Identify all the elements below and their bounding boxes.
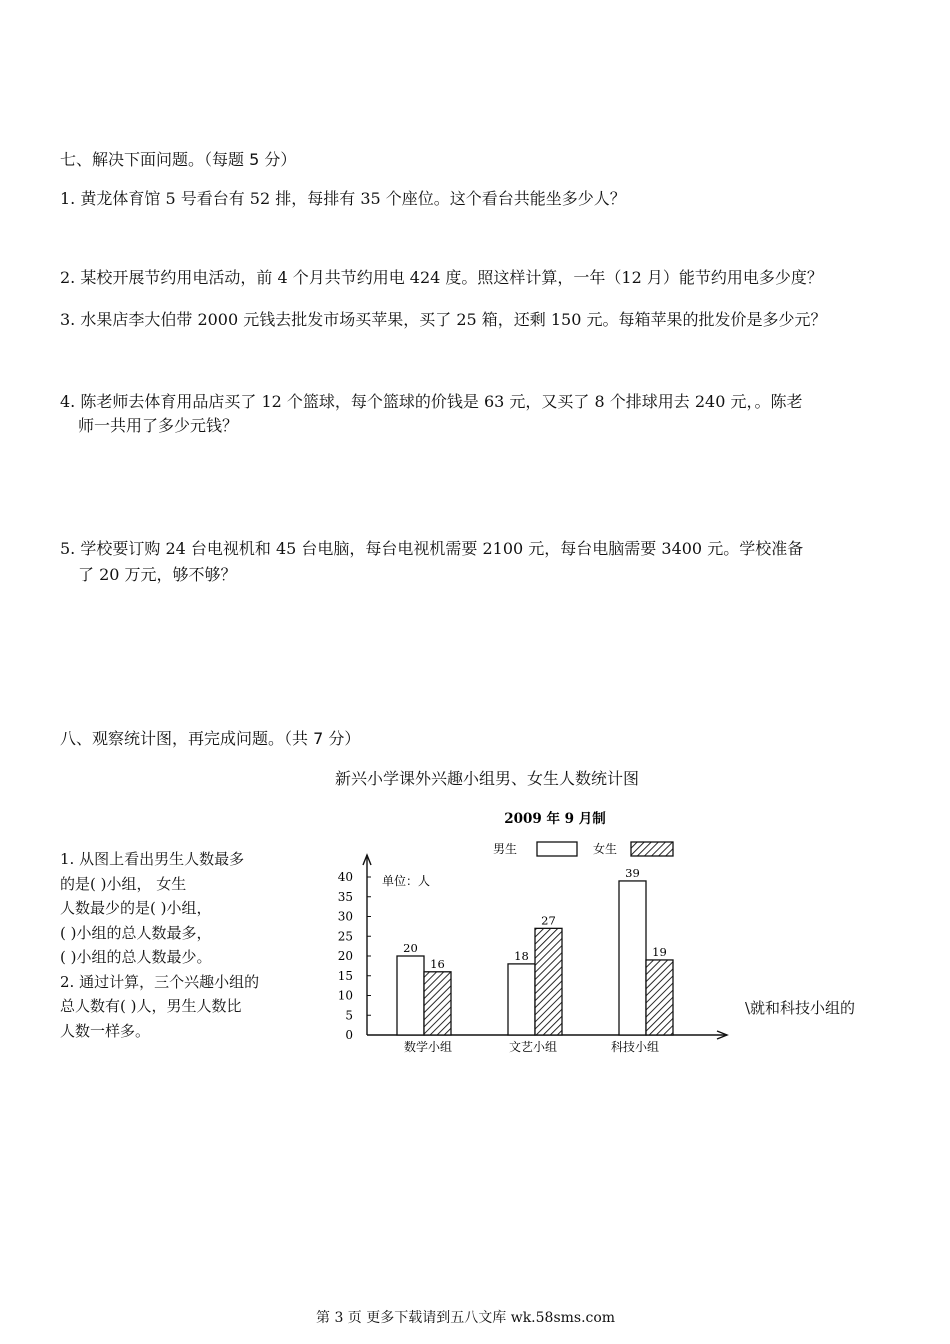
y-tick-label-35: 35 xyxy=(337,889,353,904)
chart-question-line-7: 总人数有( )人，男生人数比 xyxy=(60,997,242,1015)
chart-subtitle: 2009 年 9 月制 xyxy=(504,811,606,827)
question-1: 1. 黄龙体育馆 5 号看台有 52 排，每排有 35 个座位。这个看台共能坐多少人？ xyxy=(60,189,626,208)
category-label-math: 数学小组 xyxy=(403,1040,453,1054)
bar-value-label-boys-0: 20 xyxy=(403,941,418,955)
y-tick-label-20: 20 xyxy=(337,949,353,963)
y-tick-label-40: 40 xyxy=(337,870,353,884)
question-4-line-2: 师一共用了多少元钱？ xyxy=(78,416,239,435)
page-footer: 第 3 页 更多下载请到五八文库 wk.58sms.com xyxy=(316,1310,616,1326)
category-label-science: 科技小组 xyxy=(610,1040,660,1054)
chart-question-line-7-tail: \就和科技小组的 xyxy=(745,999,856,1017)
question-5-line-2: 了 20 万元，够不够？ xyxy=(78,565,237,584)
y-tick-label-30: 30 xyxy=(337,909,353,924)
bar-girls-0 xyxy=(424,972,451,1035)
chart-title: 新兴小学课外兴趣小组男、女生人数统计图 xyxy=(335,769,640,788)
unit-label: 单位：人 xyxy=(382,874,431,888)
question-5-line-1: 5. 学校要订购 24 台电视机和 45 台电脑，每台电视机需要 2100 元，每台电脑需要 3400 元。学校准备 xyxy=(60,539,804,558)
chart-question-line-8: 人数一样多。 xyxy=(60,1022,151,1040)
section-7-title: 七、解决下面问题。（每题 5 分） xyxy=(60,150,297,169)
bar-girls-2 xyxy=(646,960,673,1035)
bar-value-label-girls-1: 27 xyxy=(541,913,556,928)
chart-question-line-3: 人数最少的是( )小组， xyxy=(60,899,212,917)
y-tick-label-5: 5 xyxy=(345,1008,353,1023)
y-tick-label-25: 25 xyxy=(337,929,353,944)
legend-girls-label: 女生 xyxy=(593,842,618,856)
bar-chart xyxy=(325,800,745,1065)
bar-value-label-boys-2: 39 xyxy=(625,865,640,880)
category-label-arts: 文艺小组 xyxy=(508,1040,558,1054)
chart-question-line-5: ( )小组的总人数最少。 xyxy=(60,948,212,966)
question-2: 2. 某校开展节约用电活动，前 4 个月共节约用电 424 度。照这样计算，一年（12 月）能节约用电多少度？ xyxy=(60,268,823,287)
y-tick-label-15: 15 xyxy=(337,968,353,983)
y-tick-label-10: 10 xyxy=(337,988,353,1003)
bar-value-label-girls-2: 19 xyxy=(652,944,667,959)
chart-question-line-1: 1. 从图上看出男生人数最多 xyxy=(60,850,245,868)
chart-question-line-2: 的是( )小组， 女生 xyxy=(60,875,187,893)
legend-girls-swatch xyxy=(631,842,673,856)
legend-boys-label: 男生 xyxy=(493,842,518,856)
bar-value-label-boys-1: 18 xyxy=(514,948,529,963)
y-tick-label-0: 0 xyxy=(345,1028,353,1042)
question-4-line-1: 4. 陈老师去体育用品店买了 12 个篮球，每个篮球的价钱是 63 元，又买了 8 个排球用去 240 元，。陈老 xyxy=(60,392,803,411)
bar-girls-1 xyxy=(535,928,562,1035)
bar-boys-2 xyxy=(619,881,646,1035)
legend-boys-swatch xyxy=(537,842,577,856)
bar-value-label-girls-0: 16 xyxy=(430,956,445,971)
chart-question-line-6: 2. 通过计算，三个兴趣小组的 xyxy=(60,973,260,991)
bar-boys-1 xyxy=(508,964,535,1035)
question-3: 3. 水果店李大伯带 2000 元钱去批发市场买苹果，买了 25 箱，还剩 150 元。每箱苹果的批发价是多少元？ xyxy=(60,310,827,329)
bar-boys-0 xyxy=(397,956,424,1035)
section-8-title: 八、观察统计图，再完成问题。（共 7 分） xyxy=(60,729,361,748)
chart-question-line-4: ( )小组的总人数最多， xyxy=(60,924,212,942)
